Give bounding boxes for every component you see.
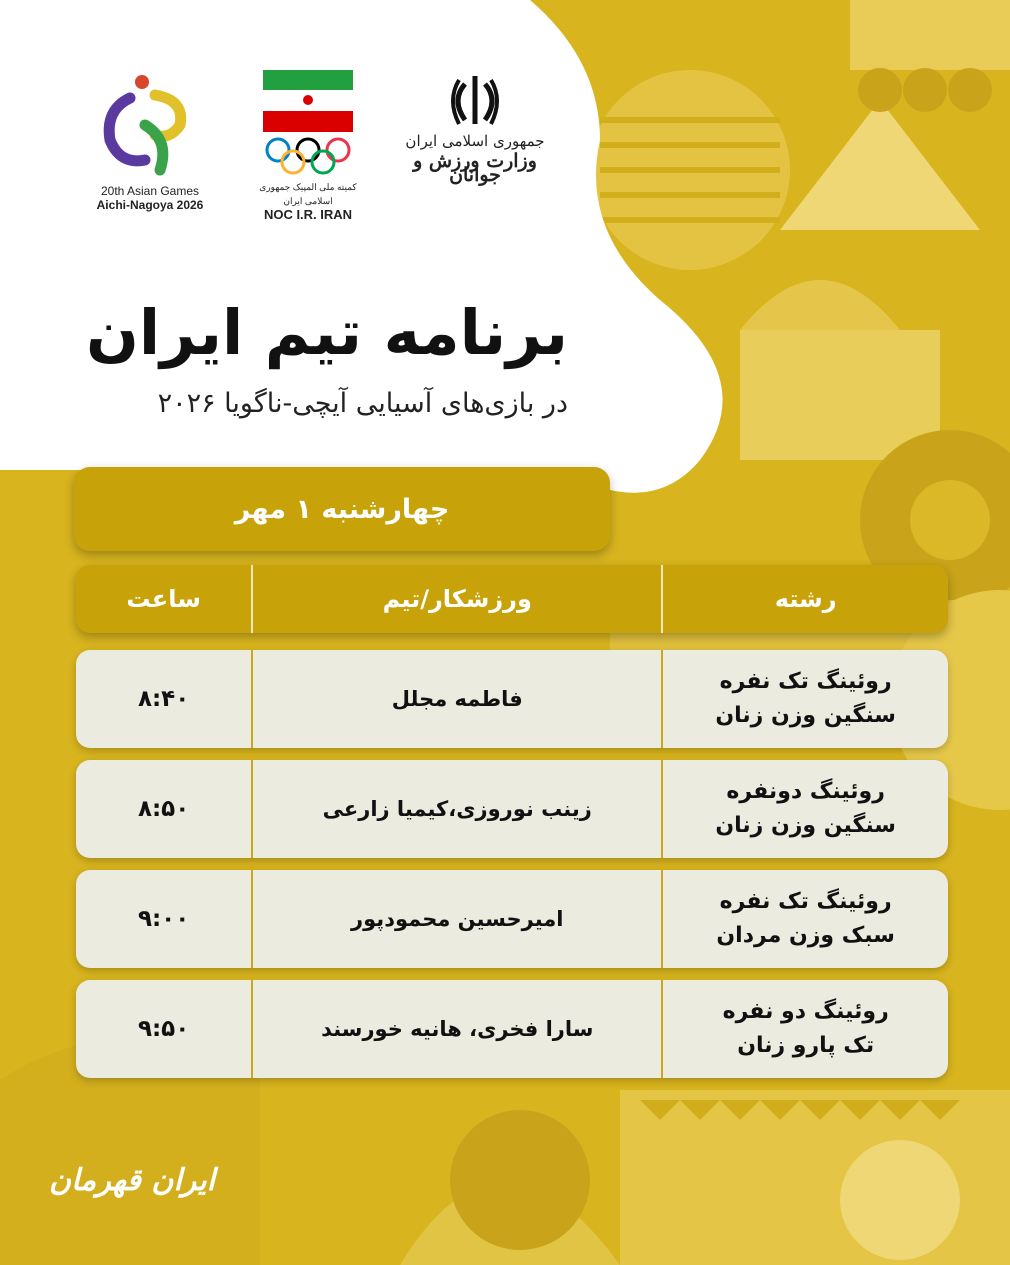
row-time: ۸:۴۰ (137, 686, 190, 712)
row-athlete: امیرحسین محمودپور (251, 870, 663, 968)
asian-games-logo-icon (100, 70, 200, 180)
date-banner (74, 467, 610, 551)
sport-line-2: سبک وزن مردان (716, 923, 895, 948)
row-athlete: فاطمه مجلل (251, 650, 663, 748)
sport-line-1: روئینگ دو نفره (722, 999, 889, 1024)
row-sport (663, 870, 948, 968)
table-row (76, 650, 948, 748)
noc-english-caption: NOC I.R. IRAN (263, 207, 353, 222)
table-row (76, 760, 948, 858)
asian-games-logo (90, 70, 210, 212)
asian-games-caption-1: 20th Asian Games (100, 184, 200, 198)
schedule-table-header (76, 565, 948, 633)
header-logos (90, 70, 570, 230)
table-row (76, 870, 948, 968)
sport-line-2: تک پارو زنان (737, 1033, 875, 1058)
olympic-rings-icon (263, 136, 353, 176)
asian-games-caption-2: Aichi-Nagoya 2026 (96, 198, 204, 212)
sport-line-1: روئینگ تک نفره (719, 669, 892, 694)
noc-persian-caption: کمیته ملی المپیک جمهوری اسلامی ایران (259, 182, 357, 206)
ministry-logo (390, 70, 560, 186)
sport-line-2: سنگین وزن زنان (715, 813, 896, 838)
iran-flag-icon (263, 70, 353, 132)
row-sport (663, 650, 948, 748)
row-athlete: زینب نوروزی،کیمیا زارعی (251, 760, 663, 858)
row-sport (663, 980, 948, 1078)
row-athlete: سارا فخری، هانیه خورسند (251, 980, 663, 1078)
row-sport (663, 760, 948, 858)
iran-emblem-icon (445, 70, 505, 130)
schedule-table-body (76, 650, 948, 1090)
table-row (76, 980, 948, 1078)
noc-logo (258, 70, 358, 222)
iran-ghahreman-logo (48, 1140, 216, 1220)
header-time: ساعت (126, 585, 201, 613)
watermark-text: ایران قهرمان (48, 1163, 216, 1198)
ministry-caption-1: جمهوری اسلامی ایران (405, 132, 545, 150)
row-time: ۹:۰۰ (137, 906, 190, 932)
row-time: ۹:۵۰ (137, 1016, 190, 1042)
page-title: برنامه تیم ایران (85, 296, 568, 369)
date-label: چهارشنبه ۱ مهر (234, 493, 450, 525)
ministry-caption-2: وزارت ورزش و جوانان (413, 150, 537, 186)
header-athlete: ورزشکار/تیم (251, 565, 663, 633)
row-time: ۸:۵۰ (137, 796, 190, 822)
page-subtitle: در بازی‌های آسیایی آیچی-ناگویا ۲۰۲۶ (157, 388, 568, 419)
sport-line-1: روئینگ تک نفره (719, 889, 892, 914)
sport-line-1: روئینگ دونفره (726, 779, 885, 804)
header-sport: رشته (774, 585, 837, 613)
sport-line-2: سنگین وزن زنان (715, 703, 896, 728)
